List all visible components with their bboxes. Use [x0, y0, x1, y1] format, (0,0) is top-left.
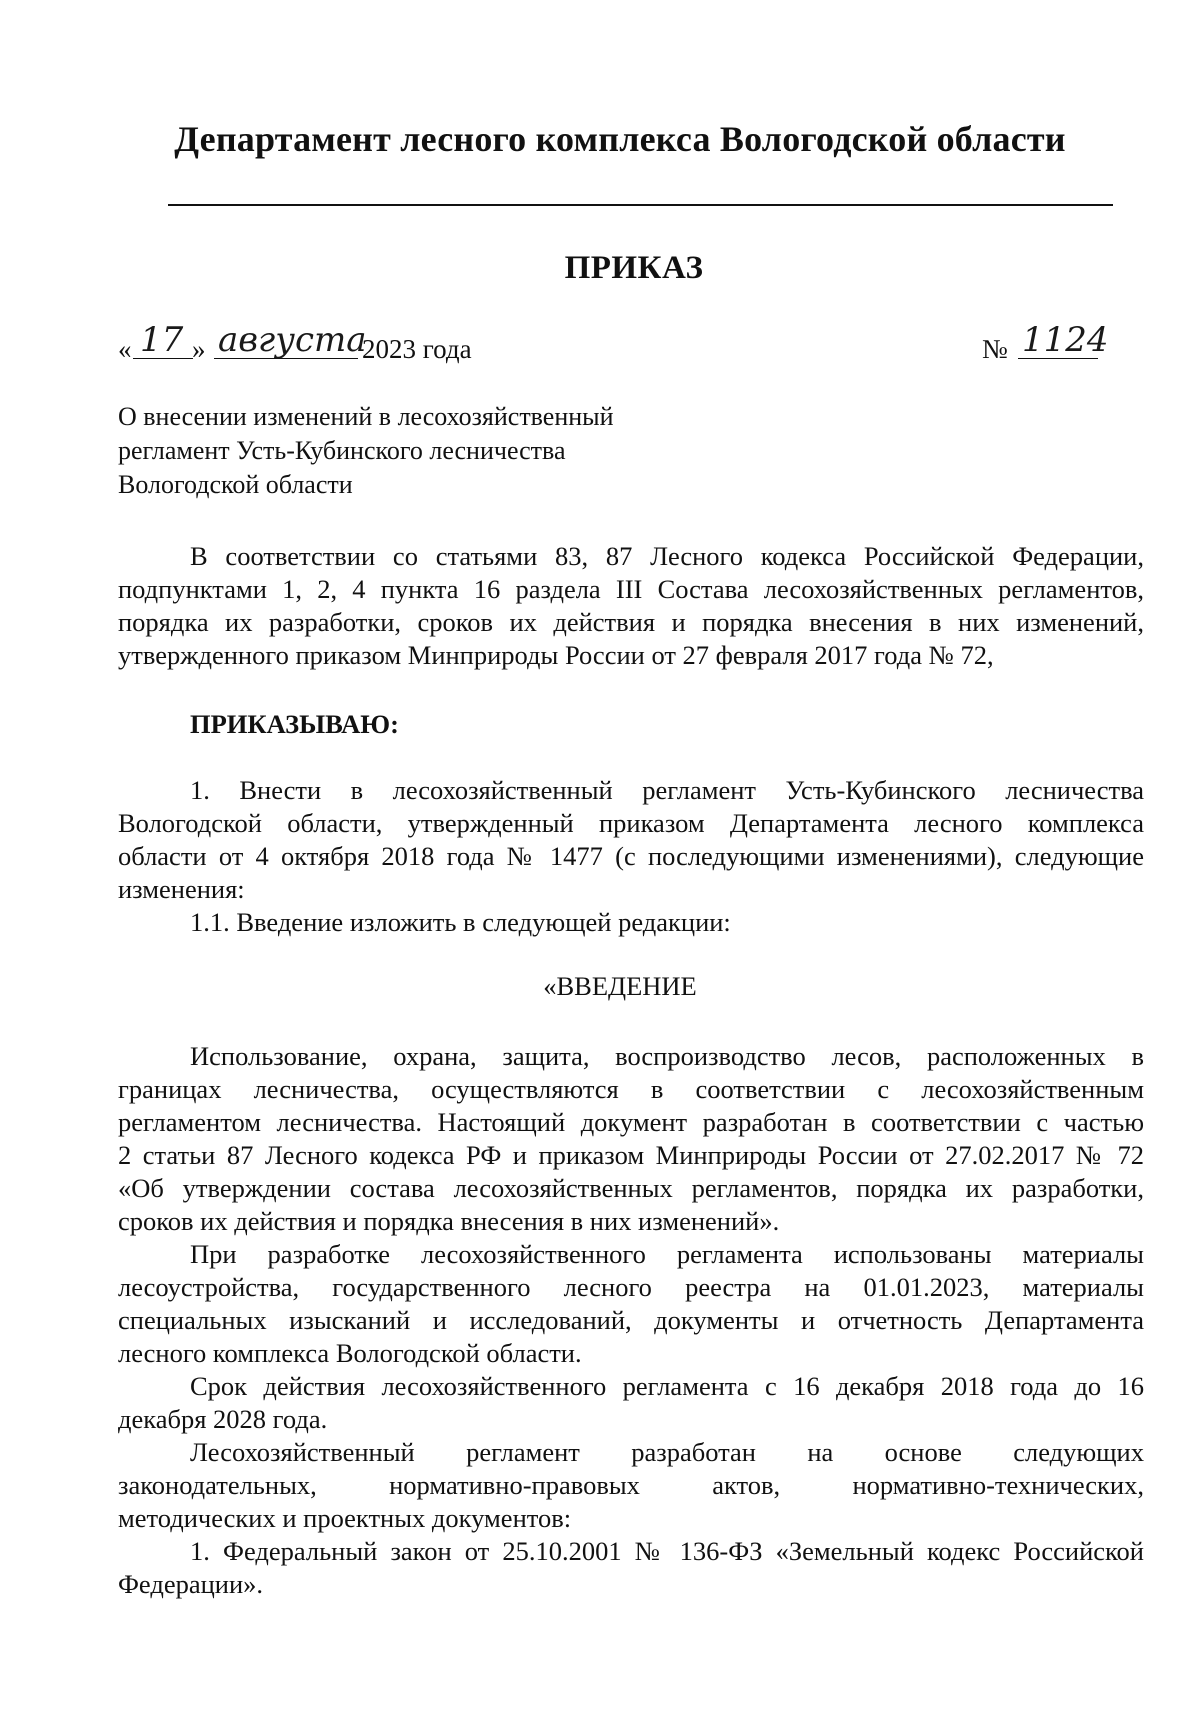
paragraph-line: регламентом лесничества. Настоящий документ разработан в соответствии с частью — [118, 1107, 1144, 1137]
date-day-handwritten: 17 — [140, 320, 184, 360]
paragraph-line: границах лесничества, осуществляются в соответствии с лесохозяйственным — [118, 1074, 1144, 1104]
introduction-paragraph-2 — [118, 1238, 1144, 1370]
subject-line: Вологодской области — [118, 470, 353, 499]
paragraph-line: законодательных, нормативно-правовых актов, нормативно-технических, — [118, 1470, 1144, 1500]
paragraph-line: декабря 2028 года. — [118, 1404, 328, 1434]
subject-line: О внесении изменений в лесохозяйственный — [118, 402, 614, 431]
paragraph-line: подпунктами 1, 2, 4 пункта 16 раздела III Состава лесохозяйственных регламентов, — [118, 574, 1144, 604]
paragraph-line: Использование, охрана, защита, воспроизводство лесов, расположенных в — [190, 1041, 1144, 1071]
paragraph-line: 1. Федеральный закон от 25.10.2001 № 136-ФЗ «Земельный кодекс Российской — [190, 1536, 1144, 1566]
paragraph-line: 2 статьи 87 Лесного кодекса РФ и приказом Минприроды России от 27.02.2017 № 72 — [118, 1140, 1144, 1170]
introduction-heading: «ВВЕДЕНИЕ — [543, 971, 697, 1001]
paragraph-line: 1. Внести в лесохозяйственный регламент Усть-Кубинского лесничества — [190, 775, 1144, 805]
order-directive: ПРИКАЗЫВАЮ: — [190, 709, 399, 739]
preamble-paragraph — [118, 540, 1144, 672]
introduction-paragraph-4 — [118, 1436, 1144, 1535]
paragraph-line: В соответствии со статьями 83, 87 Лесного кодекса Российской Федерации, — [190, 541, 1144, 571]
order-subject — [118, 400, 818, 502]
paragraph-line: «Об утверждении состава лесохозяйственных регламентов, порядка их разработки, — [118, 1173, 1144, 1203]
date-year: 2023 года — [362, 334, 472, 364]
department-title: Департамент лесного комплекса Вологодской области — [174, 119, 1066, 159]
paragraph-line: При разработке лесохозяйственного регламента использованы материалы — [190, 1239, 1144, 1269]
paragraph-line: Срок действия лесохозяйственного регламента с 16 декабря 2018 года до 16 — [190, 1371, 1144, 1401]
paragraph-line: области от 4 октября 2018 года № 1477 (с последующими изменениями), следующие — [118, 841, 1144, 871]
number-label: № — [982, 334, 1008, 364]
paragraph-line: лесного комплекса Вологодской области. — [118, 1338, 582, 1368]
header-divider — [168, 204, 1113, 206]
paragraph-line: Лесохозяйственный регламент разработан на основе следующих — [190, 1437, 1144, 1467]
paragraph-line: порядка их разработки, сроков их действия и порядка внесения в них изменений, — [118, 607, 1144, 637]
paragraph-line: лесоустройства, государственного лесного реестра на 01.01.2023, материалы — [118, 1272, 1144, 1302]
introduction-paragraph-3 — [118, 1370, 1144, 1436]
paragraph-line: методических и проектных документов: — [118, 1503, 572, 1533]
paragraph-line: изменения: — [118, 874, 245, 904]
date-open-quote: « — [118, 334, 132, 364]
item-1-paragraph — [118, 774, 1144, 906]
order-title: ПРИКАЗ — [564, 250, 704, 286]
paragraph-line: утвержденного приказом Минприроды России от 27 февраля 2017 года № 72, — [118, 640, 994, 670]
paragraph-line: сроков их действия и порядка внесения в них изменений». — [118, 1206, 780, 1236]
subject-line: регламент Усть-Кубинского лесничества — [118, 436, 566, 465]
date-close-quote: » — [192, 334, 206, 364]
law-list-item-1 — [118, 1535, 1144, 1601]
date-month-handwritten: августа — [218, 320, 367, 360]
item-1-1-paragraph: 1.1. Введение изложить в следующей редакции: — [190, 907, 731, 937]
paragraph-line: Федерации». — [118, 1569, 264, 1599]
paragraph-line: Вологодской области, утвержденный приказом Департамента лесного комплекса — [118, 808, 1144, 838]
introduction-paragraph-1 — [118, 1040, 1144, 1238]
paragraph-line: специальных изысканий и исследований, документы и отчетность Департамента — [118, 1305, 1144, 1335]
number-handwritten: 1124 — [1022, 320, 1109, 360]
